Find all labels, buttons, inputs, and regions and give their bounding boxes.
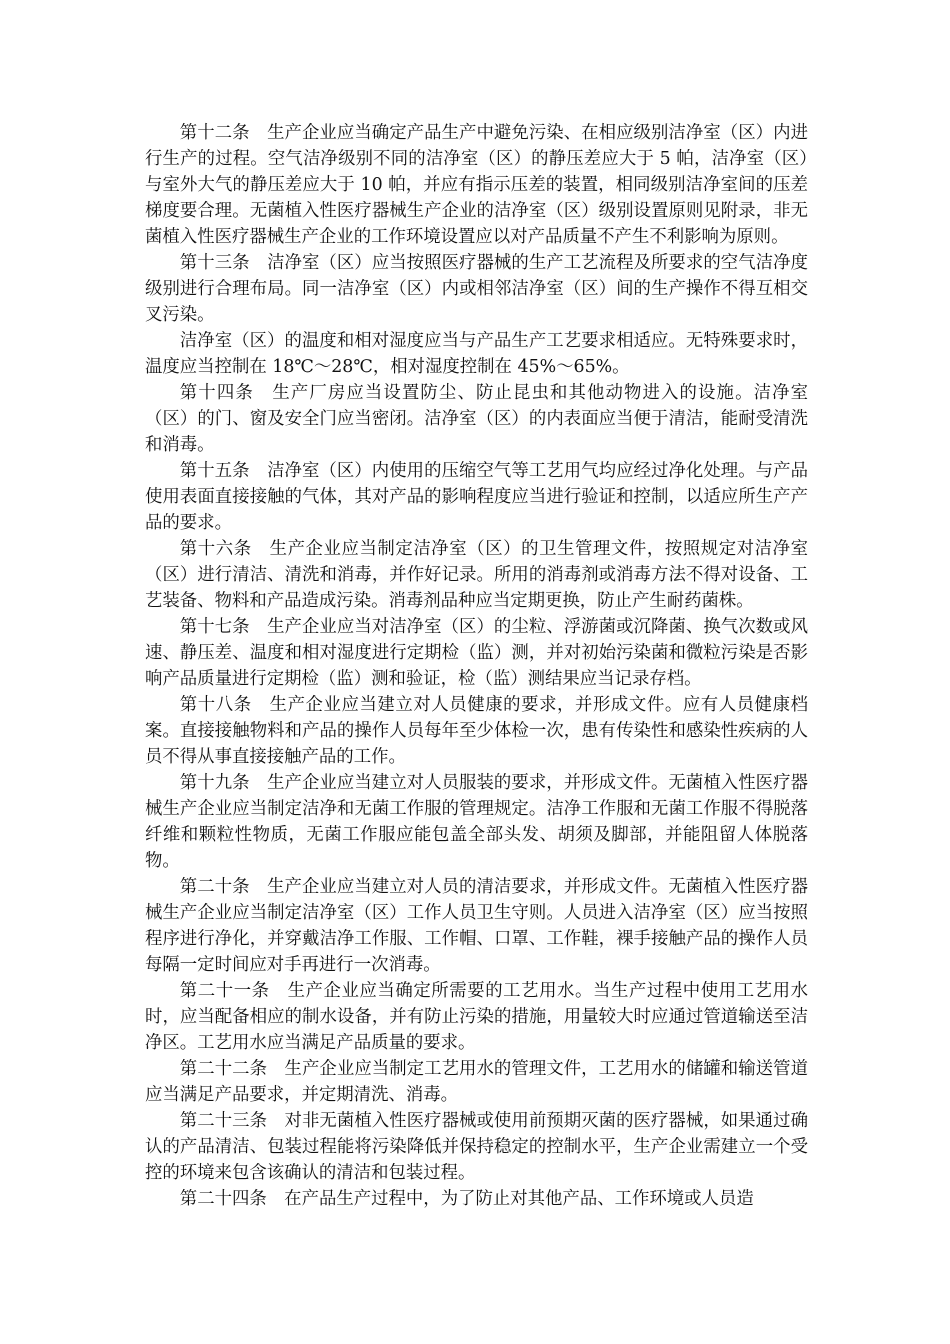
article-heading: 第十三条: [179, 253, 250, 273]
paragraph-article-20: [145, 874, 808, 978]
paragraph-article-18: [145, 692, 808, 770]
article-text: 生产企业应当确定所需要的工艺用水。当生产过程中使用工艺用水时，应当配备相应的制水设备，并有防止污染的措施，用量较大时应通过管道输送至洁净区。工艺用水应当满足产品质量的要求。: [145, 981, 808, 1053]
paragraph-article-23: [145, 1108, 808, 1186]
article-heading: 第二十四条: [179, 1189, 267, 1209]
article-text: 生产厂房应当设置防尘、防止昆虫和其他动物进入的设施。洁净室（区）的门、窗及安全门应当密闭。洁净室（区）的内表面应当便于清洁，能耐受清洗和消毒。: [145, 383, 808, 455]
paragraph-article-17: [145, 614, 808, 692]
article-heading: 第十五条: [179, 461, 250, 481]
document-body: [145, 120, 808, 1212]
article-heading: 第十八条: [179, 695, 252, 715]
article-text: 生产企业应当制定工艺用水的管理文件，工艺用水的储罐和输送管道应当满足产品要求，并定期清洗、消毒。: [145, 1059, 808, 1105]
article-text: 在产品生产过程中，为了防止对其他产品、工作环境或人员造: [284, 1189, 754, 1209]
paragraph-article-15: [145, 458, 808, 536]
article-text: 对非无菌植入性医疗器械或使用前预期灭菌的医疗器械，如果通过确认的产品清洁、包装过程能将污染降低并保持稳定的控制水平，生产企业需建立一个受控的环境来包含该确认的清洁和包装过程。: [145, 1111, 808, 1183]
paragraph-article-14: [145, 380, 808, 458]
article-text: 洁净室（区）的温度和相对湿度应当与产品生产工艺要求相适应。无特殊要求时，温度应当控制在 18℃～28℃，相对湿度控制在 45%～65%。: [145, 331, 808, 377]
article-text: 生产企业应当制定洁净室（区）的卫生管理文件，按照规定对洁净室（区）进行清洁、清洗和消毒，并作好记录。所用的消毒剂或消毒方法不得对设备、工艺装备、物料和产品造成污染。消毒剂品种应当定期更换，防止产生耐药菌株。: [145, 539, 808, 611]
paragraph-article-13: [145, 250, 808, 328]
article-heading: 第二十三条: [179, 1111, 268, 1131]
article-text: 生产企业应当对洁净室（区）的尘粒、浮游菌或沉降菌、换气次数或风速、静压差、温度和相对湿度进行定期检（监）测，并对初始污染菌和微粒污染是否影响产品质量进行定期检（监）测和验证，检（监）测结果应当记录存档。: [145, 617, 808, 689]
article-text: 生产企业应当确定产品生产中避免污染、在相应级别洁净室（区）内进行生产的过程。空气洁净级别不同的洁净室（区）的静压差应大于 5 帕，洁净室（区）与室外大气的静压差应大于 10 帕，并应有指示压差的装置，相同级别洁净室间的压差梯度要合理。无菌植入性医疗器械生产企业的洁净室（区）级别设置原则见附录，非无菌植入性医疗器械生产企业的工作环境设置应以对产品质量不产生不利影响为原则。: [145, 123, 808, 247]
paragraph-article-22: [145, 1056, 808, 1108]
paragraph-temperature-humidity: [145, 328, 808, 380]
paragraph-article-16: [145, 536, 808, 614]
paragraph-article-21: [145, 978, 808, 1056]
article-heading: 第十九条: [179, 773, 250, 793]
article-heading: 第二十一条: [179, 981, 270, 1001]
article-heading: 第十七条: [179, 617, 250, 637]
paragraph-article-24: [145, 1186, 808, 1212]
article-heading: 第二十条: [179, 877, 250, 897]
article-text: 生产企业应当建立对人员服装的要求，并形成文件。无菌植入性医疗器械生产企业应当制定洁净和无菌工作服的管理规定。洁净工作服和无菌工作服不得脱落纤维和颗粒性物质，无菌工作服应能包盖全部头发、胡须及脚部，并能阻留人体脱落物。: [145, 773, 808, 871]
article-heading: 第十二条: [179, 123, 250, 143]
article-text: 洁净室（区）应当按照医疗器械的生产工艺流程及所要求的空气洁净度级别进行合理布局。同一洁净室（区）内或相邻洁净室（区）间的生产操作不得互相交叉污染。: [145, 253, 808, 325]
paragraph-article-19: [145, 770, 808, 874]
article-text: 生产企业应当建立对人员健康的要求，并形成文件。应有人员健康档案。直接接触物料和产品的操作人员每年至少体检一次，患有传染性和感染性疾病的人员不得从事直接接触产品的工作。: [145, 695, 808, 767]
article-heading: 第十六条: [179, 539, 252, 559]
article-text: 生产企业应当建立对人员的清洁要求，并形成文件。无菌植入性医疗器械生产企业应当制定洁净室（区）工作人员卫生守则。人员进入洁净室（区）应当按照程序进行净化，并穿戴洁净工作服、工作帽、口罩、工作鞋，裸手接触产品的操作人员每隔一定时间应对手再进行一次消毒。: [145, 877, 808, 975]
paragraph-article-12: [145, 120, 808, 250]
article-heading: 第二十二条: [179, 1059, 268, 1079]
article-text: 洁净室（区）内使用的压缩空气等工艺用气均应经过净化处理。与产品使用表面直接接触的气体，其对产品的影响程度应当进行验证和控制，以适应所生产产品的要求。: [145, 461, 808, 533]
article-heading: 第十四条: [179, 383, 254, 403]
